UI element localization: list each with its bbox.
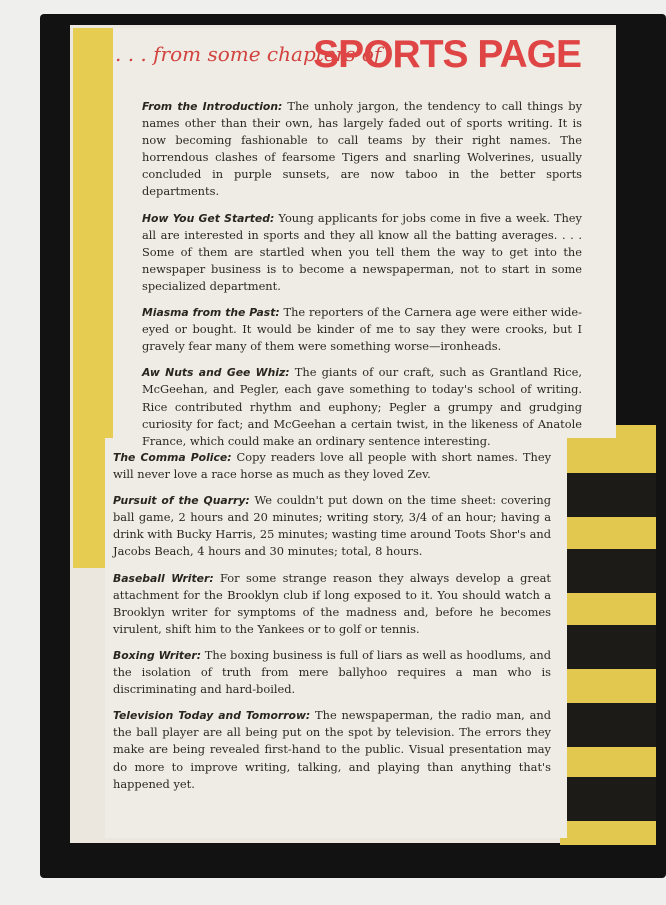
excerpt-miasma xyxy=(142,304,582,355)
yellow-left-stripe xyxy=(73,28,113,438)
excerpt-text: The newspaperman, the radio man, and the ball player are all being put on the spot by television. The errors they make are being revealed first-hand to the public. Visual presentation may do more to improve writing, talking, and playing than anything that's happened yet. xyxy=(113,708,551,791)
excerpt-text: The reporters of the Carnera age were either wide-eyed or bought. It would be kinder of me to say they were crooks, but I gravely fear many of them were something worse—ironheads. xyxy=(142,305,583,354)
black-stripe xyxy=(560,703,656,747)
excerpt-heading: Television Today and Tomorrow: xyxy=(113,709,311,723)
excerpt-heading: The Comma Police: xyxy=(113,451,232,464)
excerpts-upper xyxy=(142,98,582,459)
excerpt-heading: From the Introduction: xyxy=(142,100,283,113)
title-prefix: . . . from some chapters of xyxy=(115,42,382,66)
excerpt-comma-police xyxy=(113,449,551,483)
excerpts-lower xyxy=(113,449,551,802)
excerpt-text: Young applicants for jobs come in five a week. They all are interested in sports and they all know all the batting averages. . . . Some of them are startled when you tell them the way to get into the newspaper business is to become a newspaperman, not to start in some specialized department. xyxy=(142,210,582,293)
yellow-left-stripe-lower xyxy=(73,438,105,568)
excerpt-text: The giants of our craft, such as Grantland Rice, McGeehan, and Pegler, each gave something to today's school of writing. Rice contributed rhythm and euphony; Pegler a grumpy and grudging curiosity for fact; and McGeehan a certain twist, in the likeness of Anatole France, which could make an ordinary sentence interesting. xyxy=(142,365,582,448)
excerpt-heading: Boxing Writer: xyxy=(113,648,202,662)
excerpt-boxing-writer xyxy=(113,647,551,698)
excerpt-heading: Miasma from the Past: xyxy=(142,306,280,320)
excerpt-text: The unholy jargon, the tendency to call things by names other than their own, has largely faded out of sports writing. It is now becoming fashionable to call teams by their right names. The horrendous clashes of fearsome Tigers and snarling Wolverines, usually concluded in purple sunsets, are now taboo in the better sports departments. xyxy=(142,99,583,199)
excerpt-text: The boxing business is full of liars as well as hoodlums, and the isolation of truth from mere ballyhoo requires a man who is discriminating and hard-boiled. xyxy=(113,647,551,697)
excerpt-pursuit xyxy=(113,492,551,560)
cover-title xyxy=(115,34,581,88)
black-stripe xyxy=(560,473,656,517)
excerpt-aw-nuts xyxy=(142,364,582,449)
black-stripe xyxy=(560,777,656,821)
excerpt-heading: Aw Nuts and Gee Whiz: xyxy=(142,366,290,380)
excerpt-television xyxy=(113,707,551,792)
striped-edge-strip xyxy=(560,425,656,845)
excerpt-how-you-get-started xyxy=(142,210,582,295)
excerpt-introduction xyxy=(142,98,582,201)
black-stripe xyxy=(560,549,656,593)
title-main: SPORTS PAGE xyxy=(313,33,581,76)
black-stripe xyxy=(560,625,656,669)
excerpt-text: For some strange reason they always develop a great attachment for the Brooklyn club if long exposed to it. You should watch a Brooklyn writer for symptoms of the madness and, before he becomes virulent, shift him to the Yankees or to golf or tennis. xyxy=(113,570,551,636)
excerpt-text: We couldn't put down on the time sheet: covering ball game, 2 hours and 20 minutes; writing story, 3/4 of an hour; having a drink with Bucky Harris, 25 minutes; wasting time around Toots Shor's and Jacobs Beach, 4 hours and 30 minutes; total, 8 hours. xyxy=(113,493,552,559)
excerpt-text: Copy readers love all people with short names. They will never love a race horse as much as they loved Zev. xyxy=(113,450,552,482)
excerpt-heading: How You Get Started: xyxy=(142,211,275,225)
excerpt-baseball-writer xyxy=(113,570,551,638)
excerpt-heading: Pursuit of the Quarry: xyxy=(113,494,250,508)
excerpt-heading: Baseball Writer: xyxy=(113,571,214,585)
